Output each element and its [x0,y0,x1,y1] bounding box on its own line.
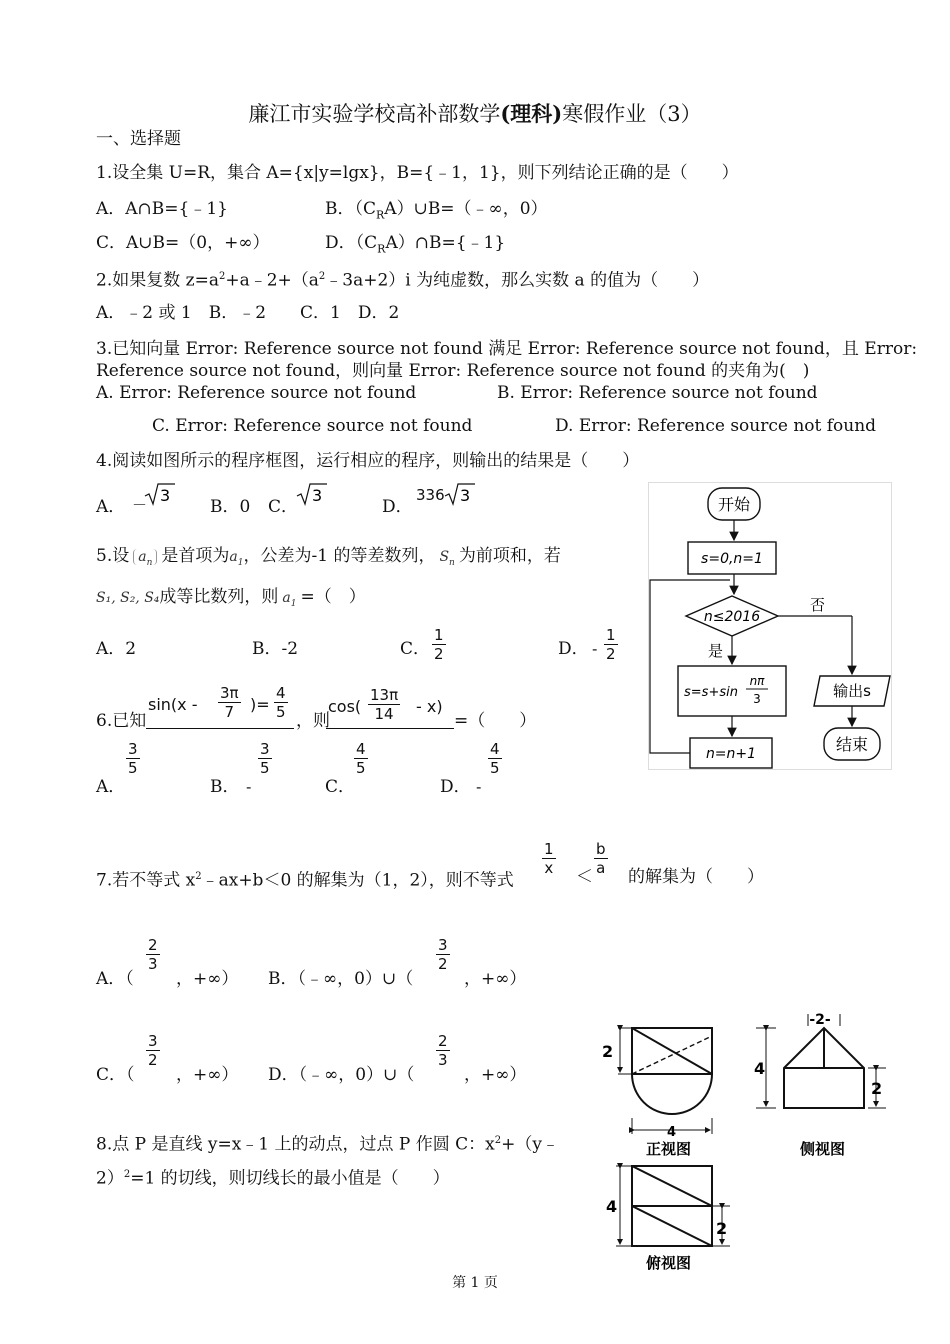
q5-option-a: A．2 [96,639,137,659]
program-flowchart [648,482,892,770]
q4-option-b: B．0 [210,497,251,517]
q1-option-b: B．$(C_RA)\cup B=(﹣\infty$，0） [325,199,548,222]
q4-option-c: C． [268,497,299,517]
q6-cos-expression: cos( $\frac{13\pi}{14}$ - x) [326,688,454,729]
q7-option-b: B．（﹣∞，0）∪（ [268,969,414,989]
page-title: 廉江市实验学校高补部数学(理科)寒假作业（3） [248,101,702,126]
q7-c-tail: ，+∞） [176,1065,239,1085]
q4-d-sqrt-icon [444,482,476,506]
q7-a-tail: ，+∞） [176,969,239,989]
svg-text:3: 3 [753,692,761,706]
side-view-label: 侧视图 [800,1140,846,1158]
q4-d-coef: 336 [416,486,445,504]
q2-stem: 2.如果复数 $z=a^2+a﹣2+(a^2﹣3a+2)i$ 为纯虚数，那么实数 a 的值为（ ） [96,270,710,291]
q3-option-c: C. Error: Reference source not found [152,416,473,436]
svg-text:2: 2 [871,1079,883,1098]
q1-stem: 1.设全集 U=R，集合 A={x|y=lgx}，B={﹣1，1}，则下列结论正确的是（ ） [96,163,739,183]
front-view [618,1028,712,1134]
q3-stem-line2: Reference source not found，则向量 Error: Reference source not found 的夹角为( ) [96,361,810,381]
q6-b-minus: - [246,778,252,796]
q7-a-fraction: $\frac{2}{3}$ [148,936,158,973]
q5-line2: S₁, S₂, S₄成等比数列，则 $a_1$ =（ ） [96,587,366,609]
flow-output-label: 输出s [833,682,871,700]
q7-less-than: ＜ [576,867,593,887]
q6-c-fraction: $\frac{4}{5}$ [356,740,366,777]
svg-text:2: 2 [602,1042,614,1061]
flow-no-label: 否 [810,596,826,614]
q6-prefix: 6.已知 [96,711,147,731]
q1-option-c: C．A∪B=（0，+∞） [96,233,270,253]
q6-sin-expression: sin(x - $\frac{3\pi}{7}$ )= $\frac{4}{5}$ [146,684,294,729]
flow-condition-label: n≤2016 [703,609,761,625]
q5-d-fraction: $\frac{1}{2}$ [606,626,616,663]
flow-yes-label: 是 [708,642,724,660]
q6-option-d: D． [440,777,471,797]
flow-end-label: 结束 [835,735,869,754]
q3-option-a: A. Error: Reference source not found [96,383,417,403]
q8-line1: 8.点 P 是直线 y=x﹣1 上的动点，过点 P 作圆 C：$x^2+(y﹣$ [96,1134,560,1155]
svg-text:2: 2 [716,1219,728,1238]
q4-a-sqrt-icon [144,482,176,506]
q6-option-b: B． [210,777,240,797]
flow-init-label: s=0,n=1 [701,551,763,567]
q5-d-minus: - [592,640,598,658]
q7-d-fraction: $\frac{2}{3}$ [438,1032,448,1069]
q4-c-sqrt-icon [296,482,328,506]
q7-stem-tail: 的解集为（ ） [628,867,764,887]
q4-option-d: D． [382,497,413,517]
q3-option-b: B. Error: Reference source not found [497,383,818,403]
q5-option-c: C． [400,639,431,659]
q6-option-a: A． [96,777,126,797]
flow-body-label: s=s+sin [684,685,738,700]
q6-b-fraction: $\frac{3}{5}$ [260,740,270,777]
q7-fraction-1-over-x: $\frac{1}{x}$ [544,840,554,877]
q6-a-fraction: $\frac{3}{5}$ [128,740,138,777]
front-view-label: 正视图 [646,1140,692,1158]
svg-text:4: 4 [606,1197,618,1216]
svg-text:4: 4 [667,1125,677,1140]
q5-c-fraction: $\frac{1}{2}$ [434,626,444,663]
q7-stem: 7.若不等式 $x^2﹣ax+b<0$ 的解集为（1，2），则不等式 [96,870,514,891]
q7-b-fraction: $\frac{3}{2}$ [438,936,448,973]
q6-d-fraction: $\frac{4}{5}$ [490,740,500,777]
q6-suffix: =（ ） [454,711,537,731]
q5-option-d: D． [558,639,589,659]
q6-option-c: C． [325,777,356,797]
section-heading: 一、选择题 [96,129,181,149]
q5-line1: 5.设 $a_n$ 是首项为$a_1$，公差为-1 的等差数列， $S_n$ 为前项和，若 [96,546,561,568]
q4-option-a: A． [96,497,126,517]
flow-increment-label: n=n+1 [705,746,757,762]
q5-option-b: B．-2 [252,639,299,659]
q3-stem-line1: 3.已知向量 Error: Reference source not found 满足 Error: Reference source not found，且 Error: [96,339,918,359]
q4-stem: 4.阅读如图所示的程序框图，运行相应的程序，则输出的结果是（ ） [96,451,640,471]
svg-text:4: 4 [754,1059,766,1078]
q4-a-minus: － [132,496,148,514]
flow-start-label: 开始 [717,495,751,514]
svg-text:3: 3 [312,486,323,505]
q6-then: ，则 [296,711,330,731]
q7-c-fraction: $\frac{3}{2}$ [148,1032,158,1069]
side-view [756,1014,886,1108]
q1-option-d: D．$(C_RA)\cap B=\{﹣1\}$ [325,233,506,256]
q3-option-d: D. Error: Reference source not found [555,416,877,436]
q7-option-c: C．（ [96,1065,135,1085]
q7-option-a: A．（ [96,969,134,989]
top-view [616,1166,730,1246]
q1-option-a: A．A∩B={﹣1} [96,199,228,219]
svg-text:nπ: nπ [749,674,765,688]
top-view-label: 俯视图 [646,1254,692,1272]
three-view-figure [596,1008,896,1274]
svg-text:3: 3 [160,486,171,505]
q7-option-d: D．（﹣∞，0）∪（ [268,1065,415,1085]
svg-text:-2-: -2- [809,1012,831,1028]
q2-options: A．﹣2 或 1 B．﹣2 C．1 D．2 [96,303,400,323]
page-footer: 第 1 页 [452,1275,498,1291]
q7-b-tail: ，+∞） [464,969,527,989]
svg-text:3: 3 [460,486,471,505]
q6-d-minus: - [476,778,482,796]
q8-line2: 2）$^2$=1 的切线，则切线长的最小值是（ ） [96,1168,450,1189]
q7-fraction-b-over-a: $\frac{b}{a}$ [596,840,606,877]
q7-d-tail: ，+∞） [464,1065,527,1085]
